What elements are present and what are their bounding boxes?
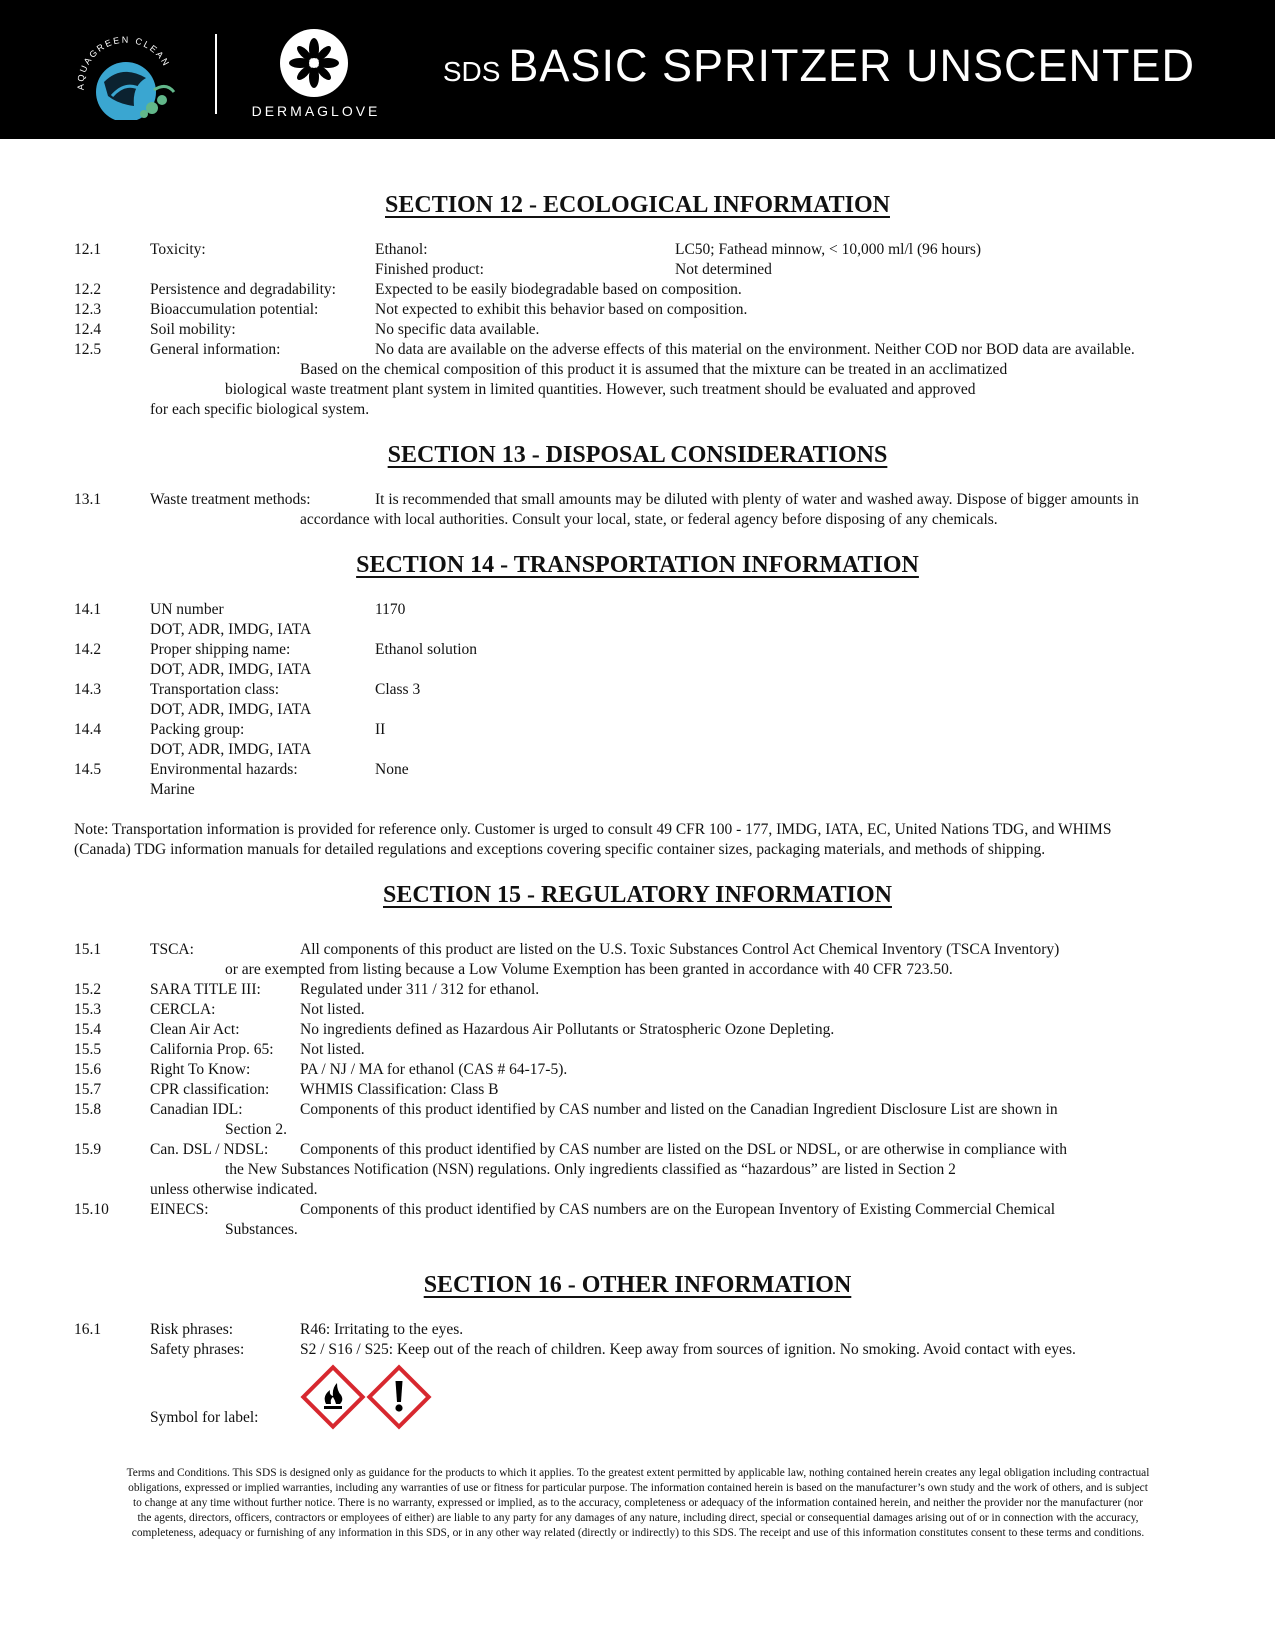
row-15-5-label: California Prop. 65: [150, 1041, 274, 1058]
row-15-2-value: Regulated under 311 / 312 for ethanol. [300, 981, 540, 998]
title-prefix: SDS [442, 56, 501, 87]
row-13-1-num: 13.1 [74, 491, 102, 508]
dermaglove-brand-text: DERMAGLOVE [251, 103, 381, 119]
dermaglove-logo [278, 27, 350, 99]
row-15-8-line-1: Components of this product identified by CAS number and listed on the Canadian Ingredient Disclosure List are shown in [300, 1101, 1058, 1118]
document-title [443, 40, 1195, 92]
terms-line-5: completeness, adequacy or furnishing of any information in this SDS, or in any other way related (directly or indirectly) to this SDS. The receipt and use of this information constitutes consent to these terms and conditions. [131, 1527, 1145, 1539]
symbol-label: Symbol for label: [150, 1409, 259, 1426]
row-14-4-value: II [375, 721, 386, 738]
row-15-5-value: Not listed. [300, 1041, 365, 1058]
row-14-2-label: Proper shipping name: [150, 641, 291, 658]
row-15-1-num: 15.1 [74, 941, 102, 958]
row-15-8-line-2: Section 2. [225, 1121, 287, 1138]
row-12-1-label: Toxicity: [150, 241, 206, 258]
row-12-4-value: No specific data available. [375, 321, 540, 338]
row-15-6-label: Right To Know: [150, 1061, 251, 1078]
row-14-5-sub: Marine [150, 781, 195, 798]
row-15-4-value: No ingredients defined as Hazardous Air Pollutants or Stratospheric Ozone Depleting. [300, 1021, 835, 1038]
aquagreen-clean-logo [70, 20, 190, 120]
row-14-1-label: UN number [150, 601, 224, 618]
row-15-9-line-3: unless otherwise indicated. [150, 1181, 318, 1198]
row-14-2-value: Ethanol solution [375, 641, 478, 658]
row-14-3-num: 14.3 [74, 681, 102, 698]
exclamation-pictogram-icon [369, 1367, 428, 1426]
row-12-5-line-4: for each specific biological system. [150, 401, 370, 418]
transport-note-line-1: Note: Transportation information is provided for reference only. Customer is urged to consult 49 CFR 100 - 177, IMDG, IATA, EC, United Nations TDG, and WHIMS [74, 821, 1112, 838]
row-15-1-line-2: or are exempted from listing because a Low Volume Exemption has been granted in accordance with 40 CFR 723.50. [225, 961, 953, 978]
row-14-1-num: 14.1 [74, 601, 102, 618]
risk-phrases-value: R46: Irritating to the eyes. [300, 1321, 464, 1338]
row-15-2-label: SARA TITLE III: [150, 981, 261, 998]
row-13-1-line-2: accordance with local authorities. Consult your local, state, or federal agency before disposing of any chemicals. [300, 511, 998, 528]
row-15-5-num: 15.5 [74, 1041, 102, 1058]
row-12-2-label: Persistence and degradability: [150, 281, 336, 298]
row-14-3-label: Transportation class: [150, 681, 280, 698]
row-14-3-sub: DOT, ADR, IMDG, IATA [150, 701, 312, 718]
terms-line-3: to change at any time without further notice. There is no warranty, expressed or implied, as to the accuracy, completeness or adequacy of the information contained herein, and neither the provider nor the manufacturer (nor [132, 1497, 1144, 1509]
row-12-1-num: 12.1 [74, 241, 102, 258]
row-12-5-line-1: No data are available on the adverse effects of this material on the environment. Neither COD nor BOD data are available. [375, 341, 1135, 358]
row-12-3-value: Not expected to exhibit this behavior based on composition. [375, 301, 748, 318]
row-14-3-value: Class 3 [375, 681, 421, 698]
row-12-3-label: Bioaccumulation potential: [150, 301, 319, 318]
aquagreen-brand-text: AQUAGREEN CLEAN [75, 34, 172, 91]
row-13-1-label: Waste treatment methods: [150, 491, 311, 508]
row-14-1-sub: DOT, ADR, IMDG, IATA [150, 621, 312, 638]
row-14-5-num: 14.5 [74, 761, 102, 778]
row-12-3-num: 12.3 [74, 301, 102, 318]
header-bar [0, 0, 1275, 139]
section-13-heading: SECTION 13 - DISPOSAL CONSIDERATIONS [387, 442, 888, 468]
row-12-1-sub-a1: Ethanol: [375, 241, 428, 258]
row-15-3-num: 15.3 [74, 1001, 102, 1018]
row-14-2-num: 14.2 [74, 641, 102, 658]
row-12-4-label: Soil mobility: [150, 321, 236, 338]
row-15-3-value: Not listed. [300, 1001, 365, 1018]
terms-line-1: Terms and Conditions. This SDS is designed only as guidance for the products to which it applies. To the greatest extent permitted by applicable law, nothing contained herein creates any legal obligation including contractual [126, 1467, 1150, 1479]
row-15-8-num: 15.8 [74, 1101, 102, 1118]
section-16-heading: SECTION 16 - OTHER INFORMATION [423, 1272, 852, 1298]
row-12-4-num: 12.4 [74, 321, 102, 338]
row-12-5-num: 12.5 [74, 341, 102, 358]
row-14-2-sub: DOT, ADR, IMDG, IATA [150, 661, 312, 678]
transport-note-line-2: (Canada) TDG information manuals for detailed regulations and exceptions covering specific container sizes, packaging materials, and methods of shipping. [74, 841, 1046, 858]
terms-line-2: obligations, expressed or implied warranties, including any warranties of use or fitness for particular purpose. The information contained herein is based on the manufacturer’s own study and the work of others, and is subject [128, 1482, 1148, 1494]
row-15-1-line-1: All components of this product are listed on the U.S. Toxic Substances Control Act Chemical Inventory (TSCA Inventory) [300, 941, 1060, 958]
flame-pictogram-icon [303, 1367, 362, 1426]
row-12-5-label: General information: [150, 341, 281, 358]
hazard-pictograms [300, 1364, 432, 1430]
risk-phrases-label: Risk phrases: [150, 1321, 234, 1338]
row-15-3-label: CERCLA: [150, 1001, 216, 1018]
row-12-1-sub-a2: Finished product: [375, 261, 484, 278]
section-12-heading: SECTION 12 - ECOLOGICAL INFORMATION [385, 192, 890, 218]
row-15-6-num: 15.6 [74, 1061, 102, 1078]
section-14-heading: SECTION 14 - TRANSPORTATION INFORMATION [356, 552, 919, 578]
row-15-4-label: Clean Air Act: [150, 1021, 240, 1038]
row-15-10-label: EINECS: [150, 1201, 209, 1218]
row-15-10-num: 15.10 [74, 1201, 109, 1218]
section-15-heading: SECTION 15 - REGULATORY INFORMATION [383, 882, 892, 908]
row-15-9-line-2: the New Substances Notification (NSN) regulations. Only ingredients classified as “hazardous” are listed in Section 2 [225, 1161, 956, 1178]
row-13-1-line-1: It is recommended that small amounts may be diluted with plenty of water and washed away. Dispose of bigger amounts in [375, 491, 1139, 508]
row-14-4-num: 14.4 [74, 721, 102, 738]
row-15-6-value: PA / NJ / MA for ethanol (CAS # 64-17-5). [300, 1061, 568, 1078]
row-15-9-label: Can. DSL / NDSL: [150, 1141, 269, 1158]
row-14-5-value: None [375, 761, 409, 778]
row-12-5-line-3: biological waste treatment plant system in limited quantities. However, such treatment should be evaluated and approved [225, 381, 976, 398]
row-15-7-value: WHMIS Classification: Class B [300, 1081, 499, 1098]
row-15-8-label: Canadian IDL: [150, 1101, 243, 1118]
row-14-4-sub: DOT, ADR, IMDG, IATA [150, 741, 312, 758]
header-divider [215, 34, 217, 114]
safety-phrases-label: Safety phrases: [150, 1341, 245, 1358]
row-12-2-num: 12.2 [74, 281, 102, 298]
row-15-9-line-1: Components of this product identified by CAS number are listed on the DSL or NDSL, or are otherwise in compliance with [300, 1141, 1067, 1158]
row-14-5-label: Environmental hazards: [150, 761, 298, 778]
row-14-1-value: 1170 [375, 601, 406, 618]
row-15-9-num: 15.9 [74, 1141, 102, 1158]
row-12-1-sub-b2: Not determined [675, 261, 772, 278]
row-12-5-line-2: Based on the chemical composition of this product it is assumed that the mixture can be treated in an acclimatized [300, 361, 1008, 378]
title-main: BASIC SPRITZER UNSCENTED [508, 40, 1195, 91]
row-15-2-num: 15.2 [74, 981, 102, 998]
safety-phrases-value: S2 / S16 / S25: Keep out of the reach of children. Keep away from sources of ignition. No smoking. Avoid contact with eyes. [300, 1341, 1076, 1358]
row-12-1-sub-b1: LC50; Fathead minnow, < 10,000 ml/l (96 hours) [675, 241, 982, 258]
row-15-1-label: TSCA: [150, 941, 194, 958]
row-15-10-line-1: Components of this product identified by CAS numbers are on the European Inventory of Existing Commercial Chemical [300, 1201, 1056, 1218]
row-15-10-line-2: Substances. [225, 1221, 298, 1238]
row-15-4-num: 15.4 [74, 1021, 102, 1038]
row-14-4-label: Packing group: [150, 721, 245, 738]
row-16-1-num: 16.1 [74, 1321, 102, 1338]
row-12-2-value: Expected to be easily biodegradable based on composition. [375, 281, 742, 298]
row-15-7-num: 15.7 [74, 1081, 102, 1098]
terms-and-conditions [74, 1466, 1202, 1541]
terms-line-4: the agents, directors, officers, contractors or employees of either) are liable to any party for any damages of any nature, including direct, special or consequential damages arising out of or in connection with the accuracy, [137, 1512, 1139, 1524]
row-15-7-label: CPR classification: [150, 1081, 270, 1098]
